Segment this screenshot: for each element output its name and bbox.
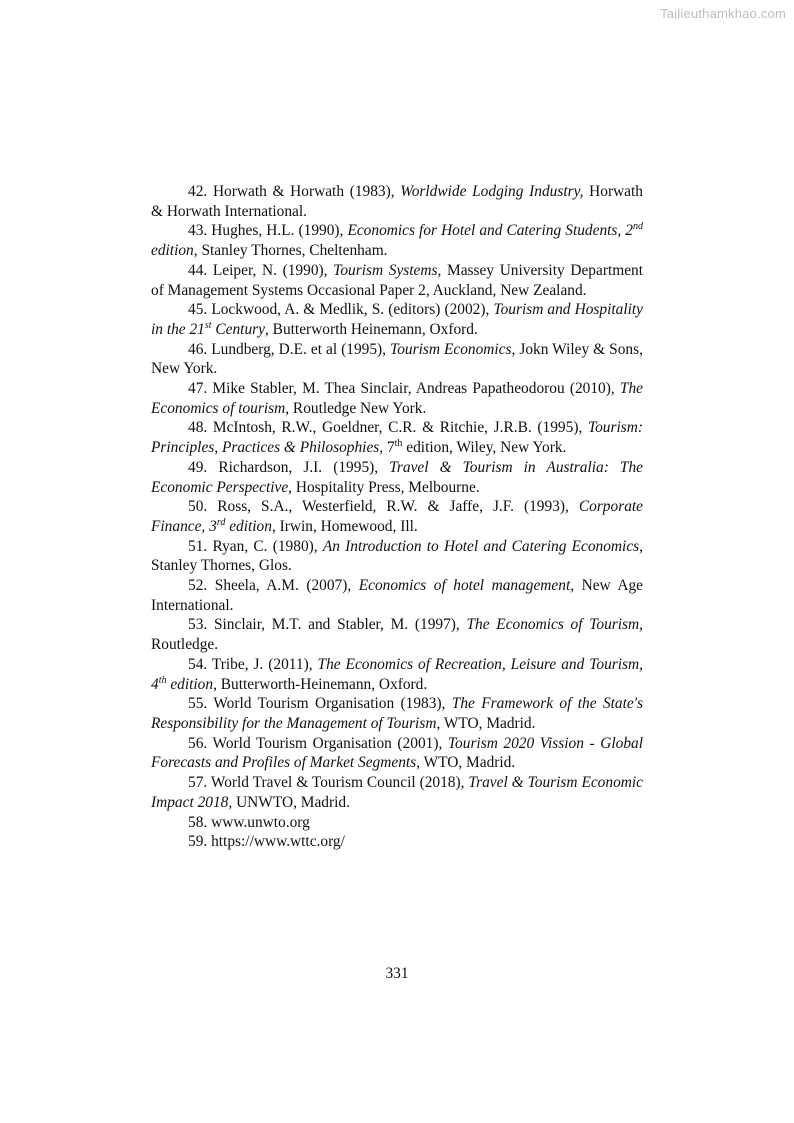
- watermark: Tailieuthamkhao.com: [660, 6, 786, 21]
- reference-text: 49. Richardson, J.I. (1995),: [188, 458, 390, 476]
- reference-text: 42. Horwath & Horwath (1983),: [188, 183, 401, 200]
- reference-text: 46. Lundberg, D.E. et al (1995),: [188, 340, 391, 358]
- reference-text: rd: [216, 516, 226, 528]
- reference-text: , 7: [379, 439, 395, 457]
- reference-text: 43. Hughes, H.L. (1990),: [188, 222, 348, 240]
- reference-text: 52. Sheela, A.M. (2007),: [188, 577, 359, 595]
- reference-text: st: [204, 319, 212, 331]
- reference-text: 50. Ross, S.A., Westerfield, R.W. & Jaffe, J.F. (1993),: [188, 498, 579, 516]
- reference-item: [151, 576, 643, 615]
- reference-text: 53. Sinclair, M.T. and Stabler, M. (1997),: [188, 616, 467, 634]
- reference-text: 56. World Tourism Organisation (2001),: [188, 734, 448, 752]
- reference-text: 44. Leiper, N. (1990),: [188, 261, 334, 279]
- reference-text: , WTO, Madrid.: [436, 714, 536, 732]
- reference-text: 48. McIntosh, R.W., Goeldner, C.R. & Ritchie, J.R.B. (1995),: [188, 419, 588, 437]
- reference-item: [151, 379, 643, 418]
- reference-text: edition: [225, 517, 272, 535]
- reference-text: edition: [151, 242, 194, 260]
- reference-text: Worldwide Lodging Industry,: [400, 183, 584, 200]
- reference-text: , WTO, Madrid.: [416, 754, 516, 772]
- reference-text: nd: [633, 221, 644, 233]
- reference-text: Tourism and Hospitality in the 21: [151, 301, 643, 338]
- reference-text: 59. https://www.wttc.org/: [188, 833, 345, 851]
- reference-item: [151, 615, 643, 654]
- reference-text: , Jokn Wiley & Sons, New York.: [151, 340, 643, 378]
- reference-text: , Stanley Thornes, Glos.: [151, 537, 644, 575]
- reference-item: [151, 813, 643, 833]
- reference-text: Tourism: Principles, Practices & Philosophies: [151, 419, 643, 457]
- reference-item: [151, 261, 643, 300]
- reference-item: [151, 655, 643, 694]
- reference-item: [151, 182, 643, 221]
- reference-text: Tourism 2020 Vission - Global Forecasts and Profiles of Market Segments: [151, 734, 644, 772]
- reference-text: edition, Wiley, New York.: [402, 439, 567, 457]
- reference-text: 45. Lockwood, A. & Medlik, S. (editors) (2002),: [188, 301, 494, 319]
- reference-item: [151, 458, 643, 497]
- reference-item: [151, 832, 643, 852]
- reference-text: 51. Ryan, C. (1980),: [188, 537, 323, 555]
- reference-item: [151, 694, 643, 733]
- reference-text: Tourism Economics: [390, 340, 512, 358]
- reference-item: [151, 497, 643, 536]
- reference-text: The Economics of Tourism: [466, 616, 640, 634]
- reference-text: The Economics of Recreation, Leisure and Tourism, 4: [151, 655, 643, 693]
- reference-text: Economics for Hotel and Catering Students, 2: [347, 222, 634, 240]
- reference-item: [151, 300, 643, 339]
- reference-item: [151, 221, 643, 260]
- reference-text: 55. World Tourism Organisation (1983),: [188, 695, 452, 713]
- reference-text: , Routledge New York.: [285, 399, 427, 417]
- reference-text: , UNWTO, Madrid.: [228, 793, 350, 811]
- reference-text: th: [394, 438, 403, 450]
- reference-text: , Butterworth-Heinemann, Oxford.: [213, 675, 428, 693]
- reference-text: 54. Tribe, J. (2011),: [188, 655, 318, 673]
- reference-text: , Irwin, Homewood, Ill.: [271, 517, 418, 535]
- page-number: 331: [385, 965, 409, 982]
- reference-text: , Routledge.: [151, 616, 643, 654]
- reference-item: [151, 773, 643, 812]
- reference-text: Horwath & Horwath International.: [151, 183, 643, 220]
- reference-text: The Framework of the State's Responsibility for the Management of Tourism: [151, 695, 643, 732]
- reference-text: Tourism Systems: [333, 261, 438, 279]
- reference-item: [151, 340, 643, 379]
- reference-text: 58. www.unwto.org: [188, 813, 310, 831]
- reference-text: 57. World Travel & Tourism Council (2018),: [188, 774, 469, 792]
- reference-item: [151, 734, 643, 773]
- reference-text: An Introduction to Hotel and Catering Economics: [322, 537, 640, 555]
- reference-list: [151, 182, 643, 852]
- reference-text: Travel & Tourism Economic Impact 2018: [151, 774, 643, 811]
- reference-text: th: [158, 674, 167, 686]
- reference-text: Century: [211, 320, 265, 338]
- reference-text: Economics of hotel management: [358, 577, 571, 595]
- reference-item: [151, 418, 643, 457]
- reference-text: Corporate Finance, 3: [151, 498, 643, 535]
- reference-text: , Hospitality Press, Melbourne.: [288, 478, 480, 496]
- reference-text: edition: [166, 675, 214, 693]
- reference-text: , New Age International.: [151, 577, 643, 614]
- reference-text: The Economics of tourism: [151, 380, 643, 417]
- reference-text: Travel & Tourism in Australia: The Economic Perspective: [151, 458, 644, 496]
- reference-text: , Stanley Thornes, Cheltenham.: [193, 242, 388, 260]
- reference-text: , Massey University Department of Management Systems Occasional Paper 2, Auckland, New Zealand.: [151, 261, 643, 299]
- reference-text: 47. Mike Stabler, M. Thea Sinclair, Andreas Papatheodorou (2010),: [188, 380, 620, 398]
- reference-item: [151, 537, 643, 576]
- reference-text: , Butterworth Heinemann, Oxford.: [264, 320, 478, 338]
